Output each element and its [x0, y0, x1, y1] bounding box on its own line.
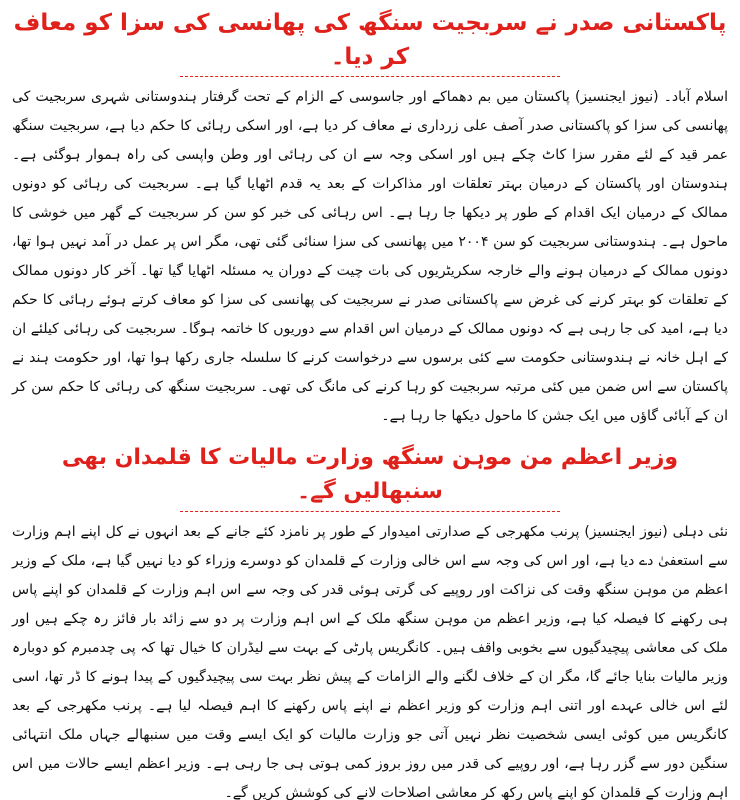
article-body-finance-ministry: نئی دہلی (نیوز ایجنسیز) پرنب مکھرجی کے صدارتی امیدوار کے طور پر نامزد کئے جانے کے بعد انہوں نے کل اپنے اہم وزارت سے استعفیٰ دے دیا ہے، اور اس کی وجہ سے اس خالی وزارت کے قلمدان کو دوسرے وزراء کو دیا نہیں گیا ہے، ملک کے وزیر اعظم من موہن سنگھ وقت کی نزاکت اور روپیے کی گرتی ہوئی قدر کی وجہ سے اس اہم وزارت کے قلمدان کو اپنے پاس ہی رکھنے کا فیصلہ کیا ہے، وزیر اعظم من موہن سنگھ ملک کے اس اہم وزارت پر دو سے زائد بار فائز رہ چکے ہیں اور ملک کی معاشی پیچیدگیوں سے بخوبی واقف ہیں۔ کانگریس پارٹی کے بہت سے لیڈران کا خیال تھا کہ پی چدمبرم کو دوبارہ وزیر مالیات بنایا جائے گا، مگر ان کے خلاف لگنے والے الزامات کے پیش نظر بہت سی پیچیدگیوں کے پیدا ہونے کا ڈر تھا، اسی لئے اس خالی عہدے اور اتنی اہم وزارت کو وزیر اعظم نے اپنے پاس رکھنے کا اہم فیصلہ لیا ہے۔ پرنب مکھرجی کے بعد کانگریس میں کوئی ایسی شخصیت نظر نہیں آتی جو وزارت مالیات کو ایک ایسے وقت میں سنبھالے جہاں ملک انتہائی سنگین دور سے گزر رہا ہے، اور روپیے کی قدر میں روز بروز کمی ہوتی ہی جا رہی ہے۔ وزیر اعظم ایسے حالات میں اس اہم وزارت کے قلمدان کو اپنے پاس رکھ کر معاشی اصلاحات لانے کی کوشش کریں گے۔ — [12, 524, 728, 800]
headline-finance-ministry: وزیر اعظم من موہن سنگھ وزارت مالیات کا قلمدان بھی سنبھالیں گے۔ — [61, 445, 679, 504]
headline-sarabjit-pardon: پاکستانی صدر نے سربجیت سنگھ کی پھانسی کی سزا کو معاف کر دیا۔ — [13, 10, 727, 70]
article-body-sarabjit: اسلام آباد۔ (نیوز ایجنسیز) پاکستان میں بم دھماکے اور جاسوسی کے الزام کے تحت گرفتار ہندوستانی شہری سربجیت کی پھانسی کی سزا کو پاکستانی صدر آصف علی زرداری نے معاف کر دیا ہے، اور اسکی رہائی کا حکم دیا ہے، سربجیت سنگھ عمر قید کے لئے مقرر سزا کاٹ چکے ہیں اور اسکی وجہ سے ان کی رہائی اور وطن واپسی کی راہ ہموار ہوگئی ہے۔ ہندوستان اور پاکستان کے درمیان بہتر تعلقات اور مذاکرات کے بعد یہ قدم اٹھایا گیا ہے۔ سربجیت کی رہائی کو دونوں ممالک کے درمیان ایک اقدام کے طور پر دیکھا جا رہا ہے۔ اس رہائی کی خبر کو سن کر سربجیت کے گھر میں خوشی کا ماحول ہے۔ ہندوستانی سربجیت کو سن ۲۰۰۴ میں پھانسی کی سزا سنائی گئی تھی، مگر اس پر عمل در آمد نہیں ہوا تھا، دونوں ممالک کے درمیان ہونے والے خارجہ سکریٹریوں کی بات چیت کے دوران یہ مسئلہ اٹھایا گیا تھا۔ آخر کار دونوں ممالک کے تعلقات کو بہتر کرنے کی غرض سے پاکستانی صدر نے سربجیت کی پھانسی کی سزا کو معاف کرتے ہوئے رہائی کا حکم دیا ہے، امید کی جا رہی ہے کہ دونوں ممالک کے درمیان اس اقدام سے دوریوں کا خاتمہ ہوگا۔ سربجیت کی رہائی کیلئے ان کے اہل خانہ نے ہندوستانی حکومت سے کئی برسوں سے درخواست کرنے کا سلسلہ جاری رکھا ہوا تھا، اور حکومت ہند نے پاکستان سے اس ضمن میں کئی مرتبہ سربجیت کو رہا کرنے کی مانگ کی تھی۔ سربجیت سنگھ کی رہائی کا حکم سن کر ان کے آبائی گاؤں میں ایک جشن کا ماحول دیکھا جا رہا ہے۔ — [12, 89, 728, 424]
headline-underline — [180, 76, 560, 77]
headline-underline — [180, 511, 560, 512]
article-sarabjit — [12, 6, 728, 431]
article-finance-ministry — [12, 441, 728, 800]
